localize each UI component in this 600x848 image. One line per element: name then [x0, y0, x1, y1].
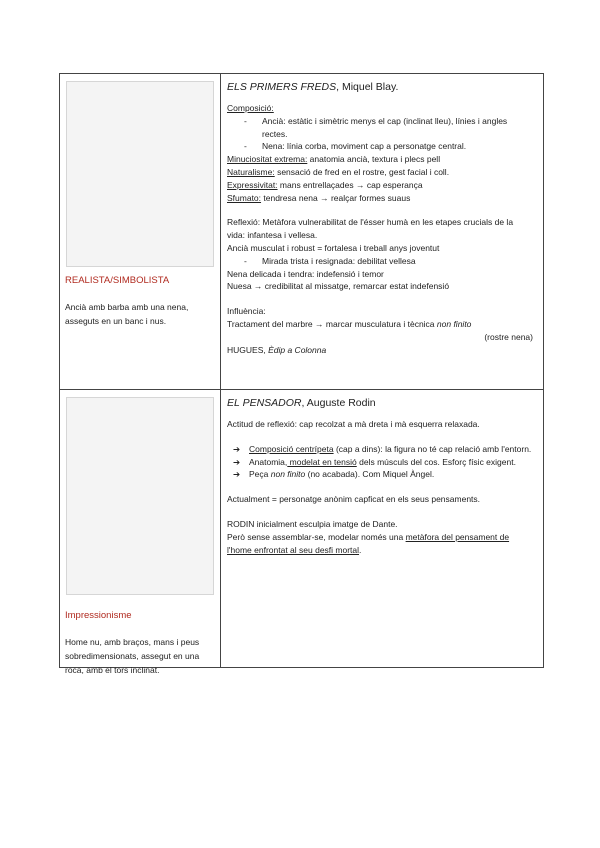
composicio-label: Composició:	[227, 103, 274, 113]
ancia-line: Ancià musculat i robust = fortalesa i treball anys joventut	[227, 242, 440, 253]
actualment-text: Actualment = personatge anònim capficat en els seus pensaments.	[227, 494, 481, 505]
feature-line: Minuciositat extrema: anatomia ancià, textura i plecs pell	[227, 154, 441, 165]
dash-marker: -	[244, 141, 247, 152]
influencia-note: (rostre nena)	[484, 331, 533, 342]
artwork-image-placeholder	[66, 397, 214, 595]
feature-line: Expressivitat: mans entrellaçades → cap esperança	[227, 179, 423, 190]
dash-marker: -	[244, 255, 247, 266]
title-name: ELS PRIMERS FREDS	[227, 81, 337, 93]
artwork-description: Ancià amb barba amb una nena, asseguts en un banc i nus.	[65, 302, 189, 326]
list-item: - Mirada trista i resignada: debilitat vellesa	[244, 255, 416, 266]
list-item: - Nena: línia corba, moviment cap a personatge central.	[244, 141, 467, 152]
list-item: - Ancià: estàtic i simètric menys el cap (inclinat lleu), línies i angles rectes.	[244, 115, 508, 139]
influencia-text: Tractament del marbre → marcar musculatura i tècnica non finito	[227, 318, 472, 329]
rodin-line: RODIN inicialment esculpia imatge de Dante.	[227, 518, 398, 529]
nena-line: Nena delicada i tendra: indefensió i temor	[227, 268, 384, 279]
style-label: REALISTA/SIMBOLISTA	[65, 275, 170, 286]
list-item: ➔ Composició centrípeta (cap a dins): la figura no té cap relació amb l'entorn.	[233, 443, 532, 454]
title-author: , Auguste Rodin	[301, 397, 376, 409]
feature-line: Sfumato: tendresa nena → realçar formes suaus	[227, 192, 411, 203]
actitud-text: Actitud de reflexió: cap recolzat a mà dreta i mà esquerra relaxada.	[227, 419, 480, 429]
title-name: EL PENSADOR	[227, 397, 302, 409]
entry-image-cell	[60, 74, 221, 390]
artwork-description: Home nu, amb braços, mans i peus sobredimensionats, assegut en una roca, amb el tors inclinat.	[65, 637, 200, 675]
entry-image-cell	[60, 390, 221, 675]
art-analysis-table	[59, 73, 544, 675]
artwork-image-placeholder	[66, 81, 214, 267]
entry-row-primers-freds	[60, 74, 544, 390]
style-label: Impressionisme	[65, 610, 132, 621]
arrow-icon: ➔	[233, 469, 241, 480]
list-item: ➔ Peça non finito (no acabada). Com Miquel Àngel.	[233, 469, 435, 480]
entry-row-pensador	[60, 390, 544, 668]
artwork-title	[227, 396, 533, 410]
arrow-icon: ➔	[233, 443, 241, 454]
list-item: ➔ Anatomia, modelat en tensió dels músculs del cos. Esforç físic exigent.	[233, 456, 516, 467]
artwork-title	[227, 80, 533, 94]
reflexio-text: Reflexió: Metàfora vulnerabilitat de l'ésser humà en les etapes crucials de la vida: infantesa i vellesa.	[227, 217, 514, 241]
hugues-reference: HUGUES, Èdip a Colonna	[227, 344, 327, 355]
title-author: , Miquel Blay.	[336, 81, 399, 93]
rodin-metafora-line: Però sense assemblar-se, modelar només una metàfora del pensament de l'home enfrontat al seu desfi mortal.	[227, 531, 510, 555]
nuesa-line: Nuesa → credibilitat al missatge, remarcar estat indefensió	[227, 281, 450, 292]
influencia-label: Influència:	[227, 306, 266, 317]
arrow-icon: ➔	[233, 456, 241, 467]
entry-text-cell	[221, 390, 544, 668]
entry-text-cell	[221, 74, 544, 390]
feature-line: Naturalisme: sensació de fred en el rostre, gest facial i coll.	[227, 166, 450, 177]
dash-marker: -	[244, 115, 247, 126]
